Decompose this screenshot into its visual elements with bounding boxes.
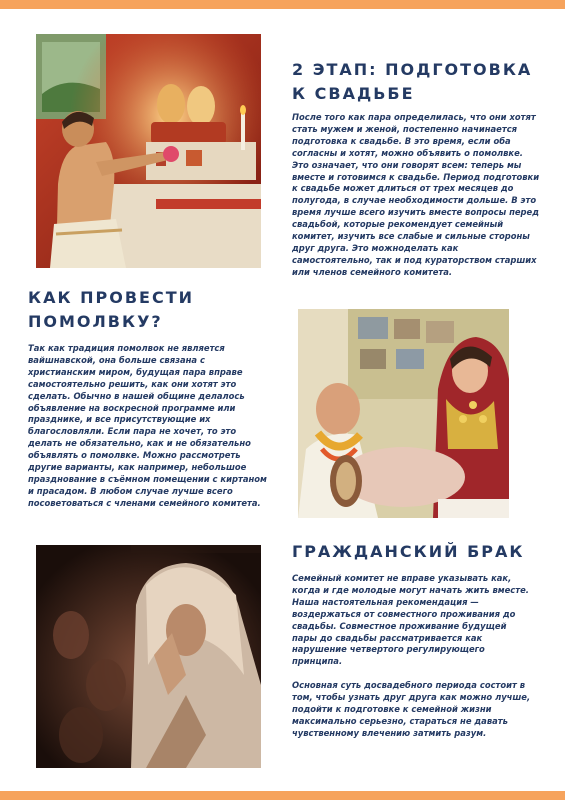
altar-painting-illustration [36,34,261,268]
civil-marriage-heading [292,540,542,564]
altar-offering-photo [36,34,261,268]
civil-marriage-title: ГРАЖДАНСКИЙ БРАК [292,542,525,561]
engagement-body [28,343,270,510]
stage-2-title: 2 ЭТАП: ПОДГОТОВКА К СВАДЬБЕ [292,60,533,103]
drummer-bride-illustration [298,309,509,518]
bottom-accent-bar [0,791,565,800]
praying-woman-illustration [36,545,261,768]
stage-2-heading [292,58,542,106]
civil-marriage-paragraph-2: Основная суть досвадебного периода состоит в том, чтобы узнать друг друга как можно лучше, подойти к подготовке к семейной жизни максимально серьезно, стараться не давать чувственному влечению затмить разум. [292,680,531,738]
engagement-title: КАК ПРОВЕСТИ ПОМОЛВКУ? [28,288,194,331]
stage-2-paragraph: После того как пара определилась, что они хотят стать мужем и женой, постепенно начинается подготовка к свадьбе. В это время, если оба согласны и хотят, можно объявить о помолвке. Это означает, что они говорят всем: теперь мы вместе и готовимся к свадьбе. Период подготовки к свадьбе может длиться от трех месяцев до полугода, в случае необходимости дольше. В это время лучше всего изучить вместе вопросы перед свадьбой, которые рекомендует семейный комитет, изучить все слабые и сильные стороны друг друга. Это можноделать как самостоятельно, так и под кураторством старших или членов семейного комитета. [292,112,540,277]
drummer-bride-photo [298,309,509,518]
top-accent-bar [0,0,565,9]
civil-marriage-body [292,573,532,740]
stage-2-body [292,112,540,279]
engagement-heading [28,286,258,334]
engagement-paragraph: Так как традиция помолвок не является вайшнавской, она больше связана с христианским миром, будущая пара вправе самостоятельно решить, как они хотят это сделать. Обычно в нашей общине делалось объявление на воскресной программе или празднике, и все присутствующие их благословляли. Если пара не хочет, то это делать не обязательно, как и не обязательно объявлять о помолвке. Можно рассмотреть другие варианты, как например, небольшое празднование в съёмном помещении с киртаном и прасадом. В любом случае лучше всего посоветоваться с членами семейного комитета. [28,343,267,508]
civil-marriage-paragraph-1: Семейный комитет не вправе указывать как, когда и где молодые могут начать жить вместе. Наша настоятельная рекомендация — воздержаться от совместного проживания до свадьбы. Совместное проживание будущей пары до свадьбы рассматривается как нарушение четвертого регулирующего принципа. [292,573,529,667]
praying-woman-photo [36,545,261,768]
